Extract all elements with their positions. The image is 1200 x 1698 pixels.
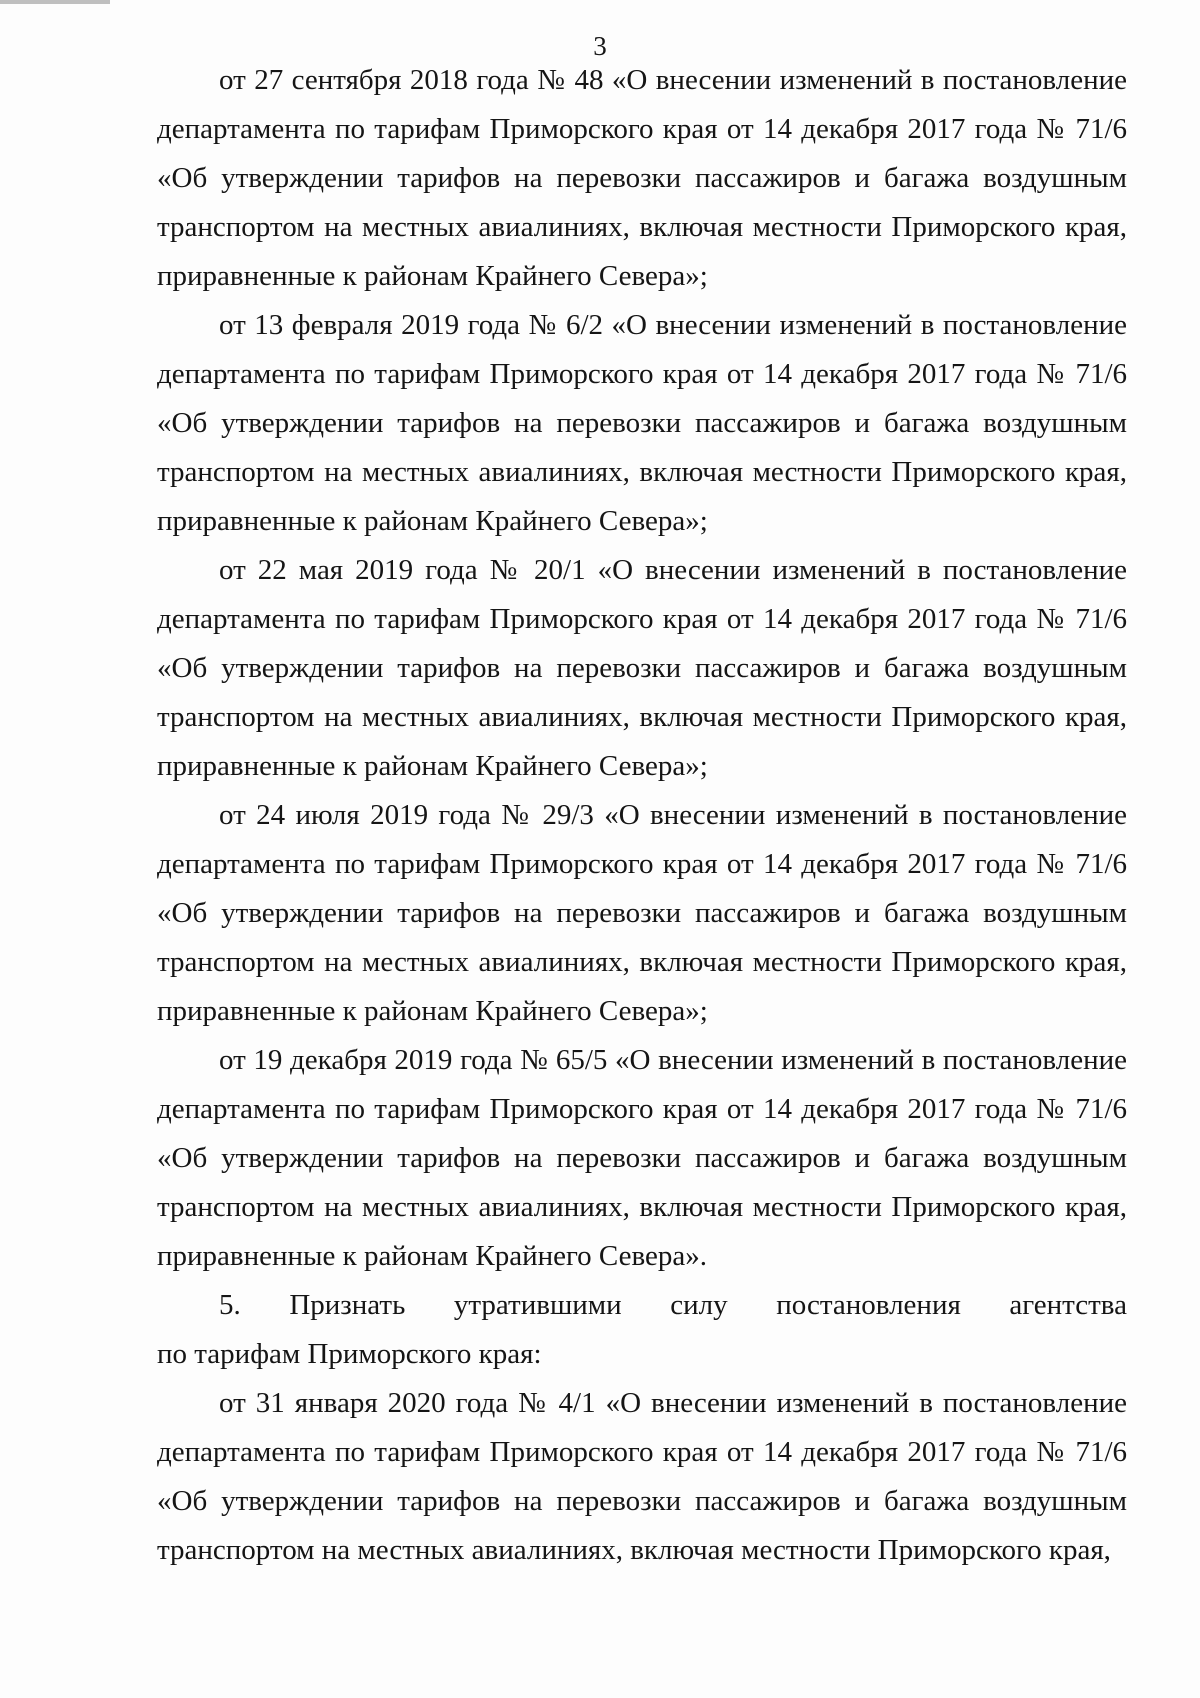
paragraph-resolution-20-1: от 22 мая 2019 года № 20/1 «О внесении изменений в постановление департамента по тарифам Приморского края от 14 декабря 2017 года № 71/6 «Об утверждении тарифов на перевозки пассажиров и багажа воздушным транспортом на местных авиалиниях, включая местности Приморского края, приравненные к районам Крайнего Севера»; [157,554,1127,782]
item-5-word: Признать [289,1289,406,1321]
paragraph-resolution-29-3: от 24 июля 2019 года № 29/3 «О внесении изменений в постановление департамента по тарифам Приморского края от 14 декабря 2017 года № 71/6 «Об утверждении тарифов на перевозки пассажиров и багажа воздушным транспортом на местных авиалиниях, включая местности Приморского края, приравненные к районам Крайнего Севера»; [157,799,1127,1027]
paragraph-resolution-6-2: от 13 февраля 2019 года № 6/2 «О внесении изменений в постановление департамента по тарифам Приморского края от 14 декабря 2017 года № 71/6 «Об утверждении тарифов на перевозки пассажиров и багажа воздушным транспортом на местных авиалиниях, включая местности Приморского края, приравненные к районам Крайнего Севера»; [157,309,1127,537]
item-5-heading [157,1281,1127,1330]
item-5-word: силу [670,1289,728,1321]
item-5-word: утратившими [453,1289,622,1321]
item-5-word: постановления [776,1289,961,1321]
scan-edge-mark [0,0,110,4]
paragraph-resolution-4-1: от 31 января 2020 года № 4/1 «О внесении изменений в постановление департамента по тарифам Приморского края от 14 декабря 2017 года № 71/6 «Об утверждении тарифов на перевозки пассажиров и багажа воздушным транспортом на местных авиалиниях, включая местности Приморского края, [157,1387,1127,1566]
item-5-number: 5. [219,1289,241,1321]
paragraph-resolution-48: от 27 сентября 2018 года № 48 «О внесении изменений в постановление департамента по тарифам Приморского края от 14 декабря 2017 года № 71/6 «Об утверждении тарифов на перевозки пассажиров и багажа воздушным транспортом на местных авиалиниях, включая местности Приморского края, приравненные к районам Крайнего Севера»; [157,64,1127,292]
paragraph-resolution-65-5: от 19 декабря 2019 года № 65/5 «О внесении изменений в постановление департамента по тарифам Приморского края от 14 декабря 2017 года № 71/6 «Об утверждении тарифов на перевозки пассажиров и багажа воздушным транспортом на местных авиалиниях, включая местности Приморского края, приравненные к районам Крайнего Севера». [157,1044,1127,1272]
item-5-tail: по тарифам Приморского края: [157,1338,542,1370]
page-number: 3 [593,31,607,61]
item-5-word: агентства [1009,1289,1127,1321]
document-body [157,56,1127,1575]
